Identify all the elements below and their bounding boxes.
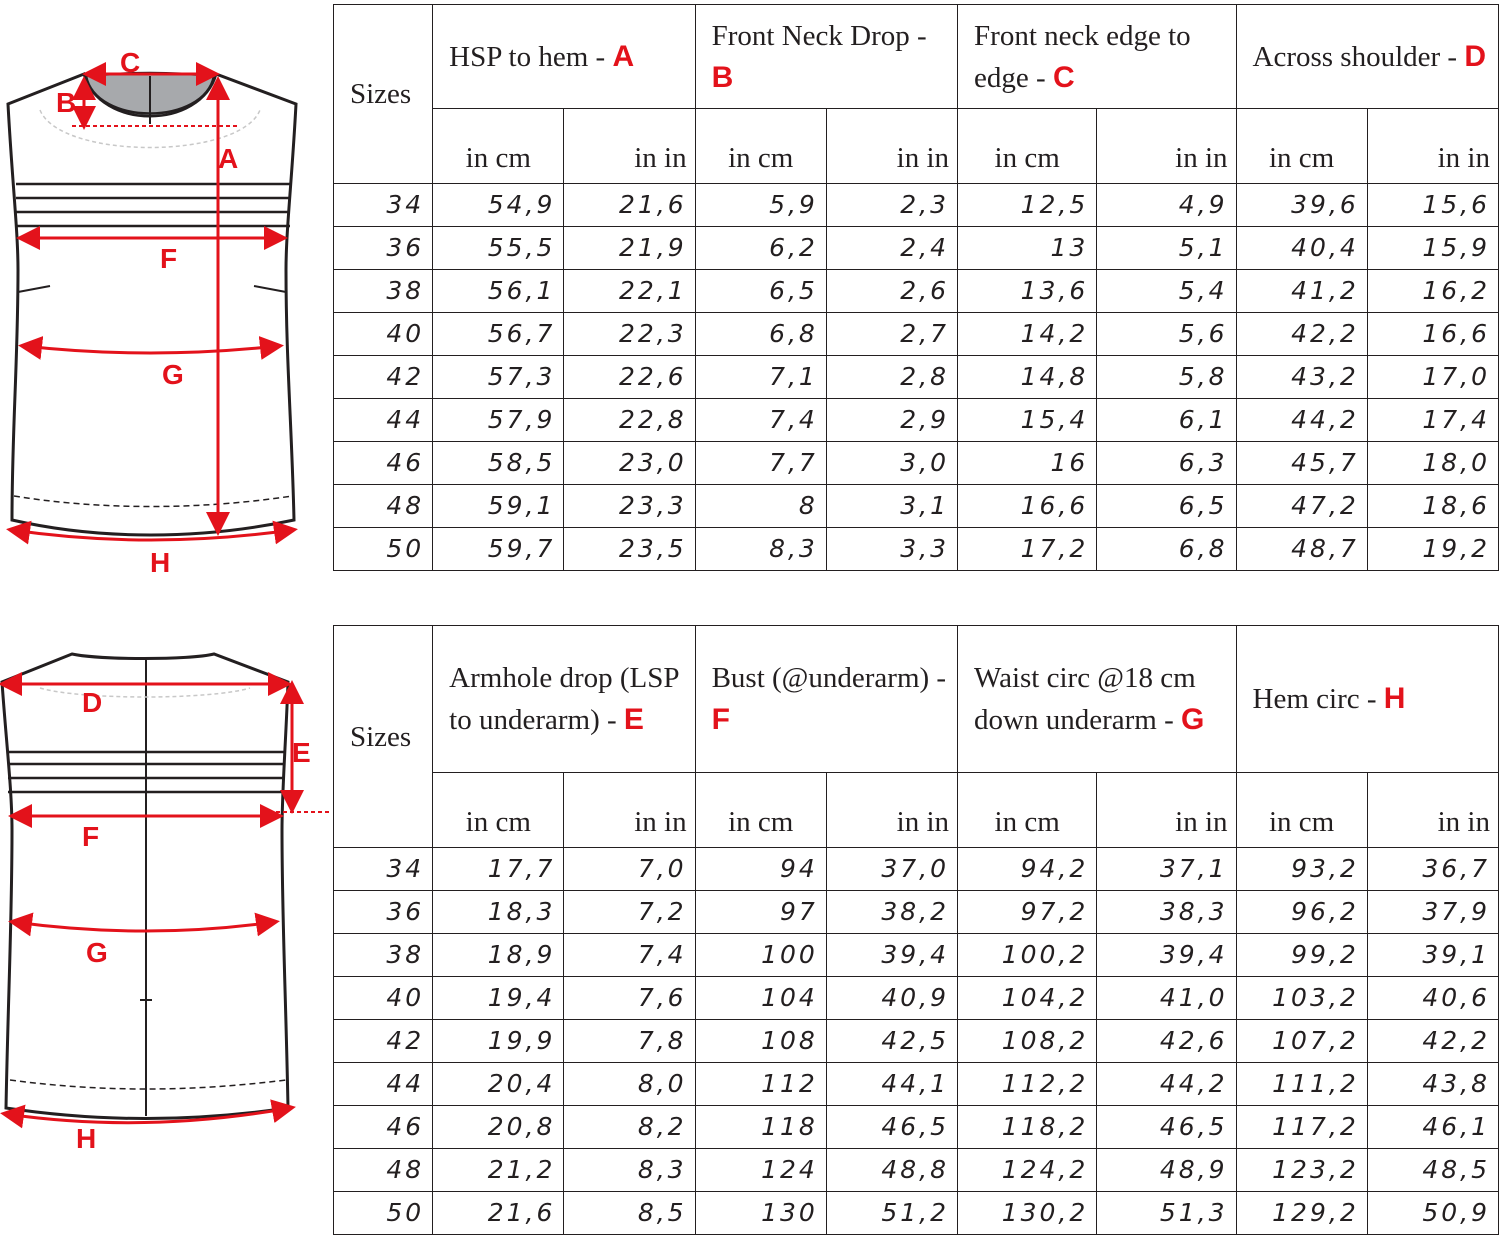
- measurement-cell: 40,4: [1236, 227, 1367, 270]
- table-row: [334, 399, 1499, 442]
- column-header-label: Waist circ @18 cm down underarm -: [974, 662, 1196, 736]
- column-header-b: [695, 5, 957, 109]
- measurement-cell: 124: [695, 1149, 826, 1192]
- front-yoke-stripes: [16, 184, 290, 226]
- measurement-cell: 16,6: [1367, 313, 1498, 356]
- table-row: [334, 184, 1499, 227]
- front-garment-sketch: [0, 0, 330, 590]
- measurement-cell: 15,9: [1367, 227, 1498, 270]
- unit-cm: in cm: [958, 773, 1097, 848]
- measurement-cell: 48,8: [826, 1149, 957, 1192]
- label-f-back: F: [82, 821, 100, 852]
- measurement-cell: 104: [695, 977, 826, 1020]
- measurement-cell: 39,4: [826, 934, 957, 977]
- label-e: E: [292, 737, 311, 768]
- measurement-cell: 14,8: [958, 356, 1097, 399]
- table-row: [334, 313, 1499, 356]
- measurement-cell: 18,0: [1367, 442, 1498, 485]
- measurement-cell: 36,7: [1367, 848, 1498, 891]
- measurement-cell: 17,2: [958, 528, 1097, 571]
- unit-in: in in: [1367, 109, 1498, 184]
- measurement-cell: 93,2: [1236, 848, 1367, 891]
- table-body: [334, 184, 1499, 571]
- label-a: A: [218, 143, 239, 174]
- table-row: [334, 485, 1499, 528]
- size-cell: 50: [334, 1192, 433, 1235]
- measurement-cell: 46,5: [826, 1106, 957, 1149]
- measurement-cell: 23,3: [564, 485, 695, 528]
- measurement-cell: 99,2: [1236, 934, 1367, 977]
- measurement-cell: 97: [695, 891, 826, 934]
- unit-in: in in: [1367, 773, 1498, 848]
- column-header-a: [433, 5, 695, 109]
- measurement-cell: 7,6: [564, 977, 695, 1020]
- measurement-cell: 6,8: [695, 313, 826, 356]
- measurement-cell: 54,9: [433, 184, 564, 227]
- measurement-cell: 46,1: [1367, 1106, 1498, 1149]
- measurement-cell: 8,5: [564, 1192, 695, 1235]
- label-c: C: [120, 47, 141, 78]
- measurement-cell: 43,8: [1367, 1063, 1498, 1106]
- measurement-cell: 124,2: [958, 1149, 1097, 1192]
- back-hem-stitch: [10, 1080, 286, 1089]
- measurement-cell: 48,5: [1367, 1149, 1498, 1192]
- measurement-cell: 17,7: [433, 848, 564, 891]
- measurement-cell: 16,6: [958, 485, 1097, 528]
- measurement-cell: 44,1: [826, 1063, 957, 1106]
- column-header-g: [958, 626, 1236, 773]
- size-cell: 48: [334, 485, 433, 528]
- table-row: [334, 848, 1499, 891]
- size-cell: 38: [334, 270, 433, 313]
- measurement-cell: 5,6: [1097, 313, 1236, 356]
- measurement-cell: 55,5: [433, 227, 564, 270]
- column-header-d: [1236, 5, 1498, 109]
- size-cell: 44: [334, 399, 433, 442]
- measurement-cell: 16,2: [1367, 270, 1498, 313]
- unit-header-row: [334, 773, 1499, 848]
- unit-in: in in: [1097, 109, 1236, 184]
- measurement-cell: 15,6: [1367, 184, 1498, 227]
- measurement-cell: 14,2: [958, 313, 1097, 356]
- measurement-cell: 13: [958, 227, 1097, 270]
- column-header-label: Hem circ -: [1252, 683, 1377, 715]
- measurement-cell: 40,9: [826, 977, 957, 1020]
- measurement-cell: 123,2: [1236, 1149, 1367, 1192]
- measurement-cell: 13,6: [958, 270, 1097, 313]
- measurement-cell: 18,9: [433, 934, 564, 977]
- measurement-cell: 117,2: [1236, 1106, 1367, 1149]
- measurement-cell: 3,1: [826, 485, 957, 528]
- measurement-cell: 3,3: [826, 528, 957, 571]
- measurement-cell: 38,2: [826, 891, 957, 934]
- measurement-cell: 20,4: [433, 1063, 564, 1106]
- measurement-cell: 18,6: [1367, 485, 1498, 528]
- table-row: [334, 1149, 1499, 1192]
- measurement-cell: 15,4: [958, 399, 1097, 442]
- measurement-cell: 43,2: [1236, 356, 1367, 399]
- unit-in: in in: [826, 109, 957, 184]
- unit-in: in in: [564, 773, 695, 848]
- measurement-cell: 40,6: [1367, 977, 1498, 1020]
- size-cell: 34: [334, 184, 433, 227]
- measurement-cell: 18,3: [433, 891, 564, 934]
- measurement-cell: 38,3: [1097, 891, 1236, 934]
- measurement-cell: 21,2: [433, 1149, 564, 1192]
- size-cell: 44: [334, 1063, 433, 1106]
- measurement-cell: 5,1: [1097, 227, 1236, 270]
- measurement-cell: 100: [695, 934, 826, 977]
- measurement-cell: 37,1: [1097, 848, 1236, 891]
- sizes-header: Sizes: [334, 626, 433, 848]
- measurement-cell: 59,7: [433, 528, 564, 571]
- size-chart-bottom: [333, 625, 1499, 1235]
- measurement-cell: 108: [695, 1020, 826, 1063]
- column-header-label: Front Neck Drop -: [711, 19, 927, 52]
- size-cell: 46: [334, 1106, 433, 1149]
- unit-cm: in cm: [958, 109, 1097, 184]
- measurement-cell: 129,2: [1236, 1192, 1367, 1235]
- column-letter: D: [1464, 39, 1487, 73]
- measurement-cell: 6,5: [1097, 485, 1236, 528]
- measurement-cell: 47,2: [1236, 485, 1367, 528]
- column-header-label: Armhole drop (LSP to underarm) -: [449, 662, 679, 736]
- column-letter: G: [1181, 703, 1205, 736]
- measurement-cell: 39,1: [1367, 934, 1498, 977]
- front-garment-outline: [8, 74, 296, 535]
- measurement-cell: 2,8: [826, 356, 957, 399]
- measurement-cell: 112: [695, 1063, 826, 1106]
- unit-in: in in: [564, 109, 695, 184]
- column-letter: A: [612, 39, 635, 73]
- table-row: [334, 934, 1499, 977]
- measurement-cell: 22,8: [564, 399, 695, 442]
- size-cell: 42: [334, 1020, 433, 1063]
- size-cell: 46: [334, 442, 433, 485]
- table-row: [334, 977, 1499, 1020]
- unit-cm: in cm: [695, 773, 826, 848]
- column-header-c: [958, 5, 1236, 109]
- measurement-cell: 7,1: [695, 356, 826, 399]
- measurement-cell: 21,9: [564, 227, 695, 270]
- table-row: [334, 227, 1499, 270]
- measurement-cell: 94,2: [958, 848, 1097, 891]
- measurement-cell: 97,2: [958, 891, 1097, 934]
- table-row: [334, 1192, 1499, 1235]
- measurement-cell: 39,4: [1097, 934, 1236, 977]
- table-row: [334, 1106, 1499, 1149]
- label-h: H: [150, 547, 171, 578]
- size-cell: 34: [334, 848, 433, 891]
- measurement-cell: 2,9: [826, 399, 957, 442]
- measurement-cell: 21,6: [564, 184, 695, 227]
- measurement-cell: 6,3: [1097, 442, 1236, 485]
- size-cell: 48: [334, 1149, 433, 1192]
- measurement-cell: 7,8: [564, 1020, 695, 1063]
- measurement-cell: 7,4: [695, 399, 826, 442]
- measurement-cell: 42,2: [1236, 313, 1367, 356]
- table-row: [334, 270, 1499, 313]
- table-header-row: [334, 626, 1499, 773]
- measurement-cell: 7,7: [695, 442, 826, 485]
- size-cell: 38: [334, 934, 433, 977]
- measurement-cell: 42,6: [1097, 1020, 1236, 1063]
- table-row: [334, 356, 1499, 399]
- unit-cm: in cm: [433, 109, 564, 184]
- measurement-cell: 103,2: [1236, 977, 1367, 1020]
- table-row: [334, 1063, 1499, 1106]
- size-cell: 36: [334, 227, 433, 270]
- column-letter: B: [711, 60, 734, 94]
- measurement-cell: 57,3: [433, 356, 564, 399]
- measurement-cell: 19,9: [433, 1020, 564, 1063]
- measurement-cell: 8,3: [695, 528, 826, 571]
- measurement-cell: 108,2: [958, 1020, 1097, 1063]
- measurement-cell: 42,5: [826, 1020, 957, 1063]
- column-letter: E: [623, 703, 644, 736]
- measurement-cell: 130,2: [958, 1192, 1097, 1235]
- measurement-cell: 58,5: [433, 442, 564, 485]
- front-hem-stitch: [14, 496, 292, 507]
- unit-cm: in cm: [433, 773, 564, 848]
- label-g-back: G: [86, 937, 108, 968]
- column-letter: F: [711, 703, 730, 736]
- measurement-cell: 48,7: [1236, 528, 1367, 571]
- measurement-cell: 130: [695, 1192, 826, 1235]
- measurement-cell: 41,0: [1097, 977, 1236, 1020]
- measurement-cell: 7,4: [564, 934, 695, 977]
- measurement-cell: 8: [695, 485, 826, 528]
- measurement-cell: 17,4: [1367, 399, 1498, 442]
- measurement-cell: 2,4: [826, 227, 957, 270]
- measurement-cell: 111,2: [1236, 1063, 1367, 1106]
- measurement-cell: 96,2: [1236, 891, 1367, 934]
- measurement-cell: 2,7: [826, 313, 957, 356]
- measurement-cell: 37,0: [826, 848, 957, 891]
- measurement-cell: 45,7: [1236, 442, 1367, 485]
- table-header-row: [334, 5, 1499, 109]
- measurement-cell: 19,2: [1367, 528, 1498, 571]
- measurement-cell: 19,4: [433, 977, 564, 1020]
- column-header-label: Bust (@underarm) -: [711, 662, 947, 694]
- measurement-cell: 118: [695, 1106, 826, 1149]
- measurement-cell: 5,9: [695, 184, 826, 227]
- measurement-cell: 22,6: [564, 356, 695, 399]
- measurement-cell: 8,3: [564, 1149, 695, 1192]
- measurement-cell: 2,3: [826, 184, 957, 227]
- measurement-cell: 23,0: [564, 442, 695, 485]
- measurement-cell: 3,0: [826, 442, 957, 485]
- size-cell: 40: [334, 313, 433, 356]
- unit-header-row: [334, 109, 1499, 184]
- unit-in: in in: [826, 773, 957, 848]
- label-h-back: H: [76, 1123, 97, 1154]
- measurement-cell: 6,5: [695, 270, 826, 313]
- measurement-cell: 39,6: [1236, 184, 1367, 227]
- size-cell: 36: [334, 891, 433, 934]
- measurement-cell: 42,2: [1367, 1020, 1498, 1063]
- measurement-cell: 6,1: [1097, 399, 1236, 442]
- measurement-cell: 48,9: [1097, 1149, 1236, 1192]
- measurement-cell: 4,9: [1097, 184, 1236, 227]
- measurement-cell: 22,3: [564, 313, 695, 356]
- measurement-cell: 23,5: [564, 528, 695, 571]
- measurement-cell: 100,2: [958, 934, 1097, 977]
- column-letter: H: [1383, 682, 1406, 715]
- back-garment-sketch: [0, 620, 340, 1243]
- measurement-cell: 20,8: [433, 1106, 564, 1149]
- measurement-cell: 5,8: [1097, 356, 1236, 399]
- measurement-cell: 5,4: [1097, 270, 1236, 313]
- table-body: [334, 848, 1499, 1235]
- measurement-cell: 44,2: [1236, 399, 1367, 442]
- label-b: B: [56, 87, 77, 118]
- column-header-label: Front neck edge to edge -: [974, 19, 1191, 94]
- unit-in: in in: [1097, 773, 1236, 848]
- size-cell: 50: [334, 528, 433, 571]
- table-row: [334, 528, 1499, 571]
- measurement-cell: 17,0: [1367, 356, 1498, 399]
- column-header-e: [433, 626, 695, 773]
- measurement-cell: 50,9: [1367, 1192, 1498, 1235]
- measurement-cell: 51,3: [1097, 1192, 1236, 1235]
- measurement-cell: 6,2: [695, 227, 826, 270]
- measure-arrow-g: [24, 346, 278, 353]
- front-dart-right: [254, 286, 286, 292]
- column-header-label: HSP to hem -: [449, 40, 606, 73]
- measure-arrow-g-back: [14, 922, 274, 931]
- sizes-header: Sizes: [334, 5, 433, 184]
- measurement-cell: 7,0: [564, 848, 695, 891]
- column-header-h: [1236, 626, 1498, 773]
- unit-cm: in cm: [1236, 773, 1367, 848]
- table-row: [334, 442, 1499, 485]
- measurement-cell: 8,2: [564, 1106, 695, 1149]
- size-cell: 42: [334, 356, 433, 399]
- measurement-cell: 8,0: [564, 1063, 695, 1106]
- measurement-cell: 7,2: [564, 891, 695, 934]
- measure-arrow-h-back: [6, 1108, 290, 1123]
- measurement-cell: 51,2: [826, 1192, 957, 1235]
- measurement-cell: 41,2: [1236, 270, 1367, 313]
- column-header-label: Across shoulder -: [1252, 40, 1458, 73]
- measurement-cell: 46,5: [1097, 1106, 1236, 1149]
- label-f: F: [160, 243, 178, 274]
- measurement-cell: 56,1: [433, 270, 564, 313]
- column-letter: C: [1052, 60, 1075, 94]
- measurement-cell: 107,2: [1236, 1020, 1367, 1063]
- measurement-cell: 44,2: [1097, 1063, 1236, 1106]
- measurement-cell: 16: [958, 442, 1097, 485]
- measurement-cell: 6,8: [1097, 528, 1236, 571]
- measurement-cell: 21,6: [433, 1192, 564, 1235]
- measurement-cell: 12,5: [958, 184, 1097, 227]
- table-row: [334, 891, 1499, 934]
- measurement-cell: 2,6: [826, 270, 957, 313]
- measurement-cell: 59,1: [433, 485, 564, 528]
- measurement-cell: 94: [695, 848, 826, 891]
- measurement-cell: 56,7: [433, 313, 564, 356]
- label-d: D: [82, 687, 103, 718]
- measurement-cell: 37,9: [1367, 891, 1498, 934]
- column-header-f: [695, 626, 957, 773]
- measurement-cell: 57,9: [433, 399, 564, 442]
- measurement-cell: 118,2: [958, 1106, 1097, 1149]
- label-g: G: [162, 359, 184, 390]
- unit-cm: in cm: [1236, 109, 1367, 184]
- measurement-cell: 22,1: [564, 270, 695, 313]
- table-row: [334, 1020, 1499, 1063]
- size-chart-top: [333, 4, 1499, 571]
- measurement-cell: 112,2: [958, 1063, 1097, 1106]
- size-cell: 40: [334, 977, 433, 1020]
- front-dart-left: [18, 286, 50, 292]
- measurement-cell: 104,2: [958, 977, 1097, 1020]
- unit-cm: in cm: [695, 109, 826, 184]
